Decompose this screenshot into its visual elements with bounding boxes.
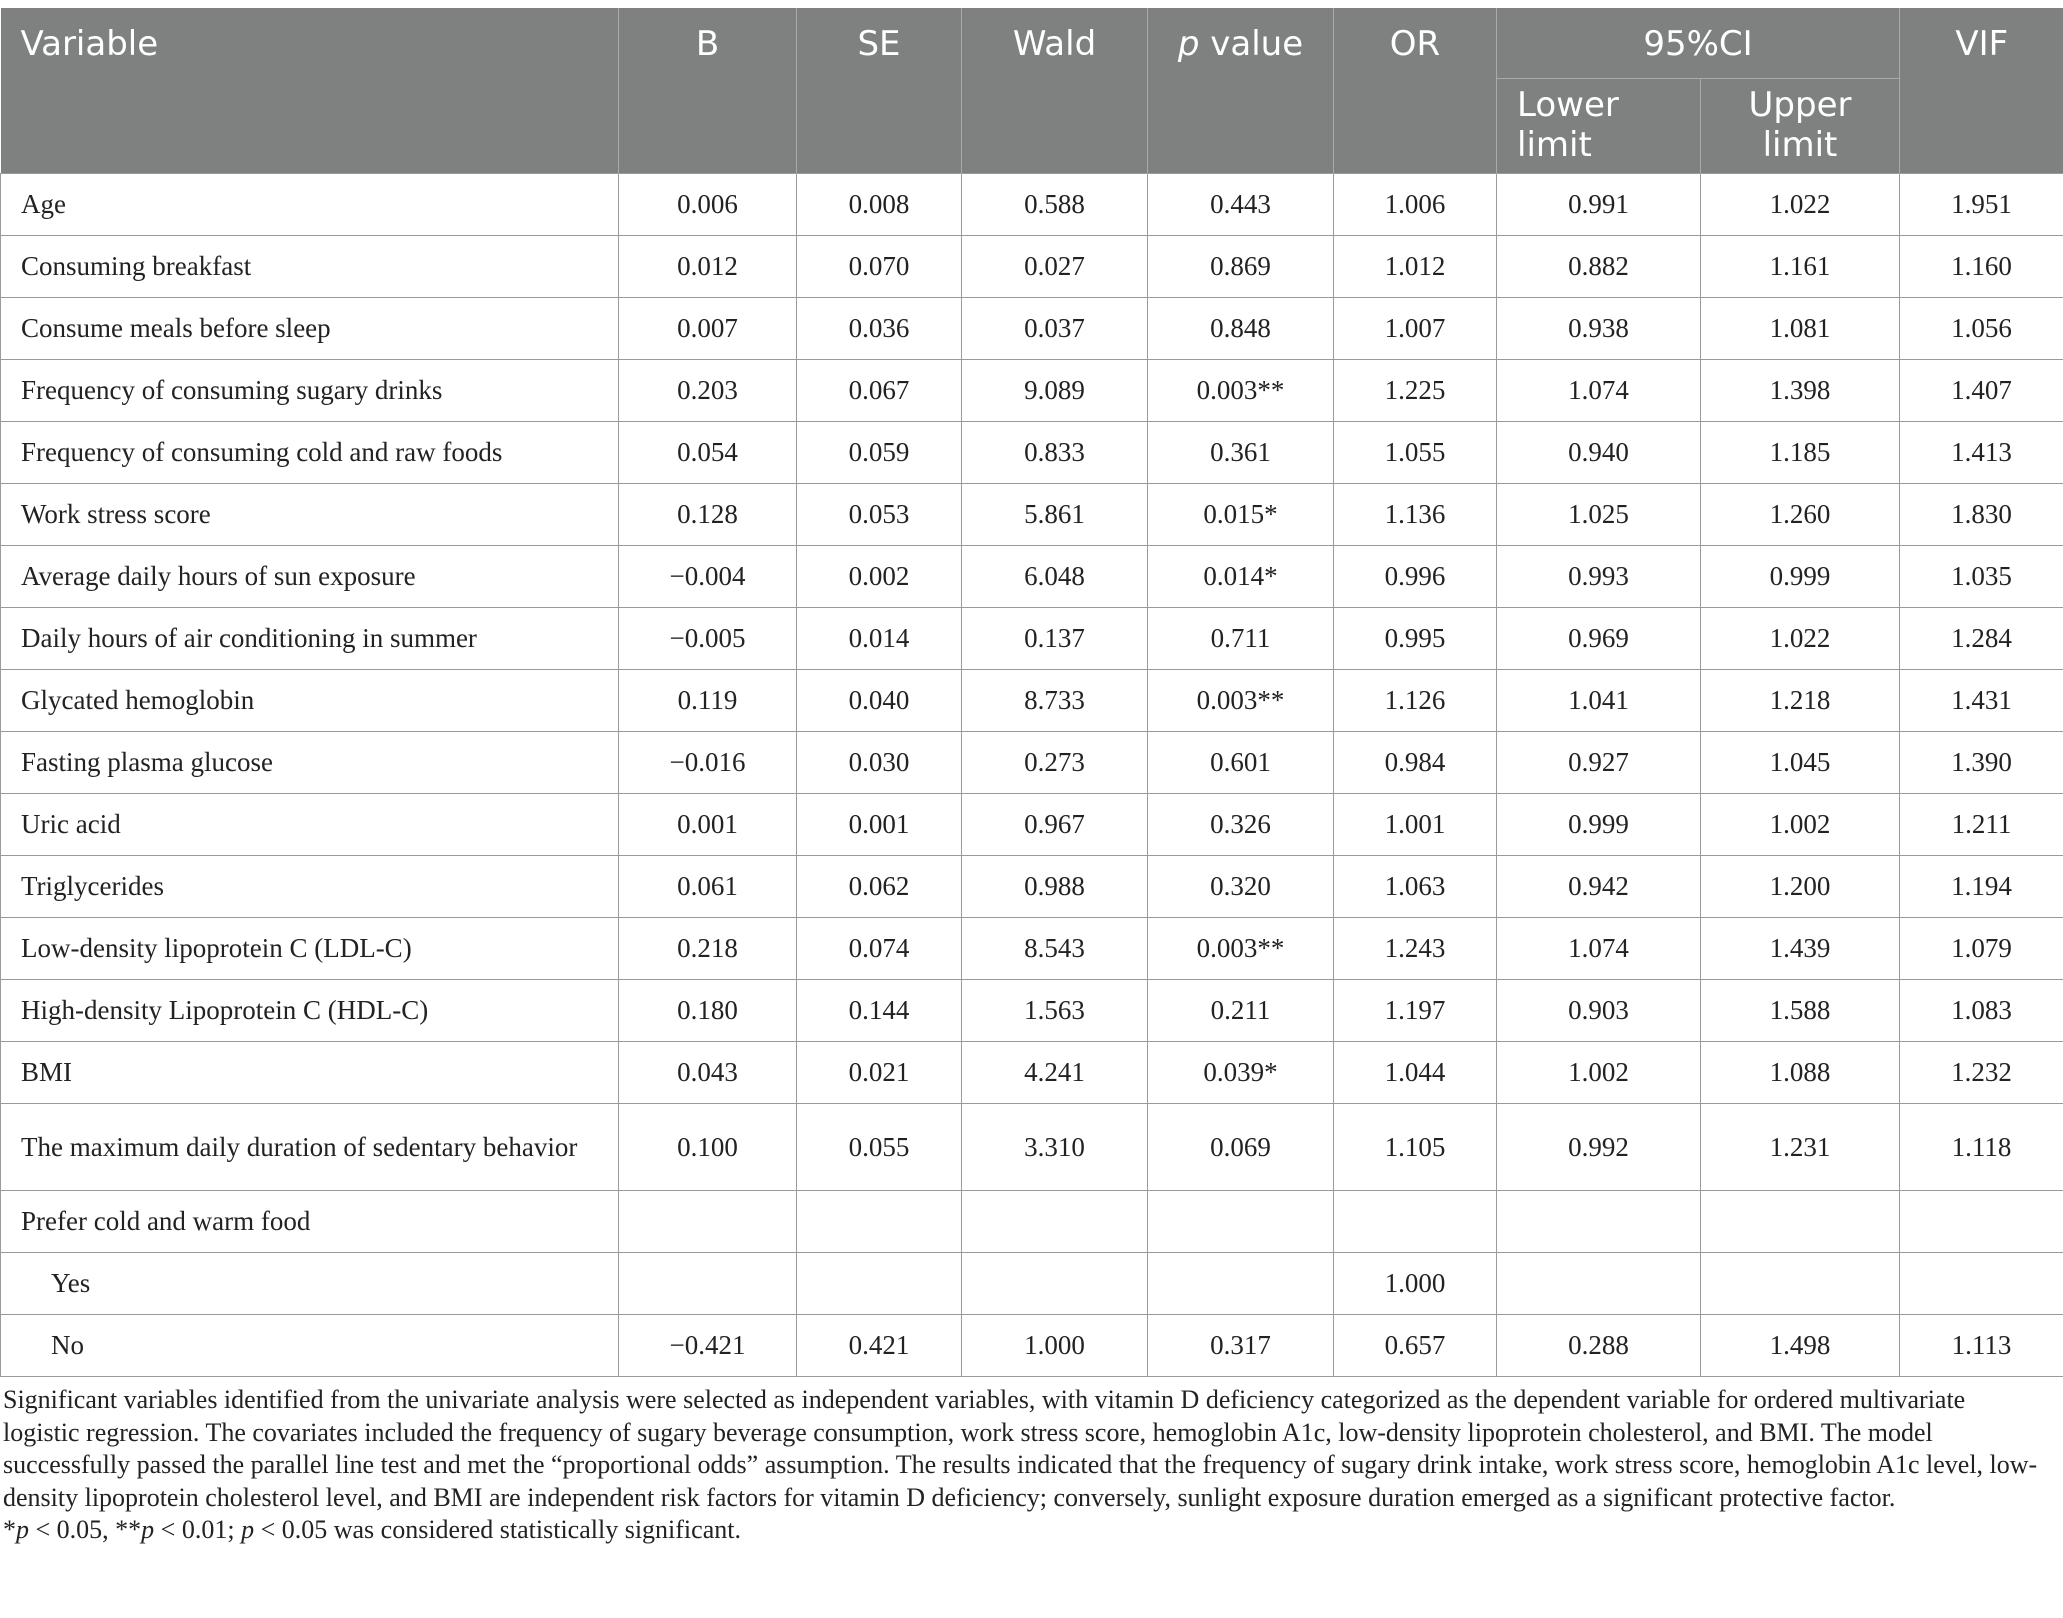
table-row [1,236,2063,298]
cell-p [1148,1253,1334,1315]
header-lower-limit: Lower limit [1497,79,1701,174]
cell-or: 1.126 [1334,670,1497,732]
cell-wald [962,1253,1148,1315]
cell-p: 0.361 [1148,422,1334,484]
header-b: B [619,8,797,174]
cell-p: 0.320 [1148,856,1334,918]
cell-variable: Daily hours of air conditioning in summer [1,608,619,670]
cell-p [1148,1191,1334,1253]
cell-wald: 8.733 [962,670,1148,732]
cell-variable: Uric acid [1,794,619,856]
sig-p2: p [141,1515,155,1544]
cell-variable: Frequency of consuming cold and raw foods [1,422,619,484]
cell-se: 0.001 [797,794,962,856]
cell-vif: 1.083 [1900,980,2063,1042]
cell-variable: Consume meals before sleep [1,298,619,360]
cell-variable: No [1,1315,619,1377]
header-or: OR [1334,8,1497,174]
cell-se: 0.055 [797,1104,962,1191]
cell-upper: 1.002 [1701,794,1900,856]
cell-b: −0.421 [619,1315,797,1377]
cell-p: 0.601 [1148,732,1334,794]
table-row [1,360,2063,422]
cell-or: 1.001 [1334,794,1497,856]
cell-vif: 1.056 [1900,298,2063,360]
cell-wald: 4.241 [962,1042,1148,1104]
table-body [1,174,2063,1377]
header-p-value [1148,8,1334,174]
cell-p: 0.069 [1148,1104,1334,1191]
cell-wald: 0.967 [962,794,1148,856]
cell-variable: The maximum daily duration of sedentary behavior [1,1104,619,1191]
cell-lower [1497,1253,1701,1315]
cell-b: 0.061 [619,856,797,918]
table-row [1,980,2063,1042]
cell-b: 0.203 [619,360,797,422]
cell-se [797,1191,962,1253]
cell-b: 0.218 [619,918,797,980]
cell-lower: 0.903 [1497,980,1701,1042]
regression-table [0,8,2063,1377]
cell-or: 1.006 [1334,174,1497,236]
cell-vif: 1.160 [1900,236,2063,298]
cell-b: −0.005 [619,608,797,670]
cell-upper: 1.439 [1701,918,1900,980]
cell-wald: 0.137 [962,608,1148,670]
cell-upper: 1.081 [1701,298,1900,360]
cell-variable: Triglycerides [1,856,619,918]
table-row [1,918,2063,980]
cell-upper [1701,1191,1900,1253]
cell-b: −0.004 [619,546,797,608]
cell-b: 0.100 [619,1104,797,1191]
cell-se: 0.008 [797,174,962,236]
cell-vif: 1.194 [1900,856,2063,918]
table-row [1,608,2063,670]
cell-variable: Work stress score [1,484,619,546]
cell-variable: Low-density lipoprotein C (LDL-C) [1,918,619,980]
cell-or: 1.225 [1334,360,1497,422]
table-row [1,1253,2063,1315]
cell-b: 0.180 [619,980,797,1042]
cell-or: 1.063 [1334,856,1497,918]
cell-upper: 1.088 [1701,1042,1900,1104]
cell-b: 0.128 [619,484,797,546]
cell-or: 0.657 [1334,1315,1497,1377]
cell-b: 0.001 [619,794,797,856]
cell-upper: 1.045 [1701,732,1900,794]
header-variable: Variable [1,8,619,174]
cell-wald: 0.833 [962,422,1148,484]
cell-wald [962,1191,1148,1253]
table-row [1,546,2063,608]
cell-or: 0.996 [1334,546,1497,608]
cell-b [619,1191,797,1253]
cell-lower: 0.942 [1497,856,1701,918]
sig-t2: < 0.01; [154,1515,242,1544]
cell-wald: 5.861 [962,484,1148,546]
cell-or: 1.000 [1334,1253,1497,1315]
table-row [1,1315,2063,1377]
cell-vif: 1.232 [1900,1042,2063,1104]
table-row [1,422,2063,484]
cell-se [797,1253,962,1315]
cell-vif: 1.079 [1900,918,2063,980]
cell-variable: Yes [1,1253,619,1315]
cell-wald: 0.273 [962,732,1148,794]
cell-vif: 1.118 [1900,1104,2063,1191]
cell-p: 0.211 [1148,980,1334,1042]
cell-vif: 1.113 [1900,1315,2063,1377]
cell-b: 0.007 [619,298,797,360]
cell-p: 0.848 [1148,298,1334,360]
table-row [1,1042,2063,1104]
header-wald: Wald [962,8,1148,174]
cell-or: 1.197 [1334,980,1497,1042]
sig-t1: < 0.05, ** [29,1515,142,1544]
cell-wald: 0.988 [962,856,1148,918]
footnote-significance [3,1514,2048,1547]
table-row [1,1104,2063,1191]
header-p-italic: p [1177,24,1200,64]
cell-or: 1.243 [1334,918,1497,980]
cell-wald: 0.588 [962,174,1148,236]
cell-variable: Prefer cold and warm food [1,1191,619,1253]
cell-se: 0.036 [797,298,962,360]
cell-or: 1.055 [1334,422,1497,484]
cell-se: 0.053 [797,484,962,546]
cell-lower: 0.882 [1497,236,1701,298]
cell-lower: 0.288 [1497,1315,1701,1377]
cell-lower [1497,1191,1701,1253]
cell-lower: 0.969 [1497,608,1701,670]
cell-se: 0.021 [797,1042,962,1104]
cell-p: 0.711 [1148,608,1334,670]
cell-vif [1900,1191,2063,1253]
cell-or [1334,1191,1497,1253]
cell-lower: 0.999 [1497,794,1701,856]
cell-upper: 1.218 [1701,670,1900,732]
cell-vif: 1.951 [1900,174,2063,236]
cell-se: 0.070 [797,236,962,298]
cell-se: 0.144 [797,980,962,1042]
cell-variable: Age [1,174,619,236]
cell-wald: 1.563 [962,980,1148,1042]
cell-b: 0.119 [619,670,797,732]
cell-vif: 1.211 [1900,794,2063,856]
table-row [1,670,2063,732]
cell-p: 0.326 [1148,794,1334,856]
cell-lower: 0.991 [1497,174,1701,236]
cell-upper: 1.161 [1701,236,1900,298]
table-row [1,484,2063,546]
cell-upper: 1.200 [1701,856,1900,918]
table-row [1,174,2063,236]
cell-se: 0.030 [797,732,962,794]
sig-p3: p [241,1515,255,1544]
table-row [1,298,2063,360]
cell-p: 0.014* [1148,546,1334,608]
cell-or: 1.105 [1334,1104,1497,1191]
cell-wald: 9.089 [962,360,1148,422]
cell-lower: 0.940 [1497,422,1701,484]
cell-wald: 0.027 [962,236,1148,298]
cell-variable: Glycated hemoglobin [1,670,619,732]
cell-se: 0.059 [797,422,962,484]
cell-vif: 1.431 [1900,670,2063,732]
cell-p: 0.039* [1148,1042,1334,1104]
cell-p: 0.003** [1148,670,1334,732]
cell-wald: 3.310 [962,1104,1148,1191]
cell-vif: 1.830 [1900,484,2063,546]
cell-variable: Consuming breakfast [1,236,619,298]
table-row [1,732,2063,794]
cell-or: 1.044 [1334,1042,1497,1104]
cell-se: 0.074 [797,918,962,980]
cell-upper: 1.231 [1701,1104,1900,1191]
table-row [1,1191,2063,1253]
cell-lower: 1.002 [1497,1042,1701,1104]
cell-lower: 1.025 [1497,484,1701,546]
cell-vif: 1.407 [1900,360,2063,422]
cell-lower: 1.074 [1497,360,1701,422]
cell-upper: 1.498 [1701,1315,1900,1377]
cell-vif: 1.035 [1900,546,2063,608]
cell-vif [1900,1253,2063,1315]
cell-wald: 8.543 [962,918,1148,980]
table-footnote [0,1377,2058,1547]
cell-or: 1.136 [1334,484,1497,546]
cell-p: 0.317 [1148,1315,1334,1377]
cell-se: 0.067 [797,360,962,422]
cell-upper: 1.260 [1701,484,1900,546]
cell-p: 0.015* [1148,484,1334,546]
cell-se: 0.014 [797,608,962,670]
sig-t3: < 0.05 was considered statistically significant. [254,1515,741,1544]
header-p-rest: value [1199,24,1304,64]
cell-p: 0.869 [1148,236,1334,298]
cell-vif: 1.390 [1900,732,2063,794]
cell-se: 0.062 [797,856,962,918]
header-vif: VIF [1900,8,2063,174]
cell-b: −0.016 [619,732,797,794]
table-row [1,856,2063,918]
cell-b: 0.054 [619,422,797,484]
results-table-container [0,8,2063,1547]
cell-upper: 1.185 [1701,422,1900,484]
cell-lower: 1.074 [1497,918,1701,980]
cell-variable: Fasting plasma glucose [1,732,619,794]
header-se: SE [797,8,962,174]
cell-se: 0.421 [797,1315,962,1377]
cell-upper: 1.588 [1701,980,1900,1042]
cell-lower: 0.992 [1497,1104,1701,1191]
cell-lower: 0.927 [1497,732,1701,794]
cell-se: 0.002 [797,546,962,608]
cell-variable: BMI [1,1042,619,1104]
cell-or: 1.012 [1334,236,1497,298]
cell-b: 0.006 [619,174,797,236]
cell-lower: 0.993 [1497,546,1701,608]
cell-b: 0.012 [619,236,797,298]
table-row [1,794,2063,856]
cell-b [619,1253,797,1315]
cell-b: 0.043 [619,1042,797,1104]
cell-upper: 1.022 [1701,608,1900,670]
sig-p1: p [16,1515,29,1544]
cell-wald: 0.037 [962,298,1148,360]
cell-wald: 6.048 [962,546,1148,608]
cell-variable: Frequency of consuming sugary drinks [1,360,619,422]
cell-p: 0.003** [1148,918,1334,980]
cell-lower: 0.938 [1497,298,1701,360]
cell-upper [1701,1253,1900,1315]
cell-vif: 1.284 [1900,608,2063,670]
cell-upper: 1.398 [1701,360,1900,422]
cell-lower: 1.041 [1497,670,1701,732]
cell-or: 1.007 [1334,298,1497,360]
cell-wald: 1.000 [962,1315,1148,1377]
cell-vif: 1.413 [1900,422,2063,484]
table-header [1,8,2063,174]
cell-upper: 0.999 [1701,546,1900,608]
cell-se: 0.040 [797,670,962,732]
header-upper-limit: Upper limit [1701,79,1900,174]
cell-or: 0.995 [1334,608,1497,670]
cell-variable: High-density Lipoprotein C (HDL-C) [1,980,619,1042]
cell-upper: 1.022 [1701,174,1900,236]
sig-star: * [3,1515,16,1544]
header-ci: 95%CI [1497,8,1900,79]
footnote-main: Significant variables identified from the univariate analysis were selected as independent variables, with vitamin D deficiency categorized as the dependent variable for ordered multivariate logistic regression. The covariates included the frequency of sugary beverage consumption, work stress score, hemoglobin A1c, low-density lipoprotein cholesterol, and BMI. The model successfully passed the parallel line test and met the “proportional odds” assumption. The results indicated that the frequency of sugary drink intake, work stress score, hemoglobin A1c level, low-density lipoprotein cholesterol level, and BMI are independent risk factors for vitamin D deficiency; conversely, sunlight exposure duration emerged as a significant protective factor. [3,1385,2038,1512]
cell-p: 0.003** [1148,360,1334,422]
cell-or: 0.984 [1334,732,1497,794]
cell-p: 0.443 [1148,174,1334,236]
cell-variable: Average daily hours of sun exposure [1,546,619,608]
